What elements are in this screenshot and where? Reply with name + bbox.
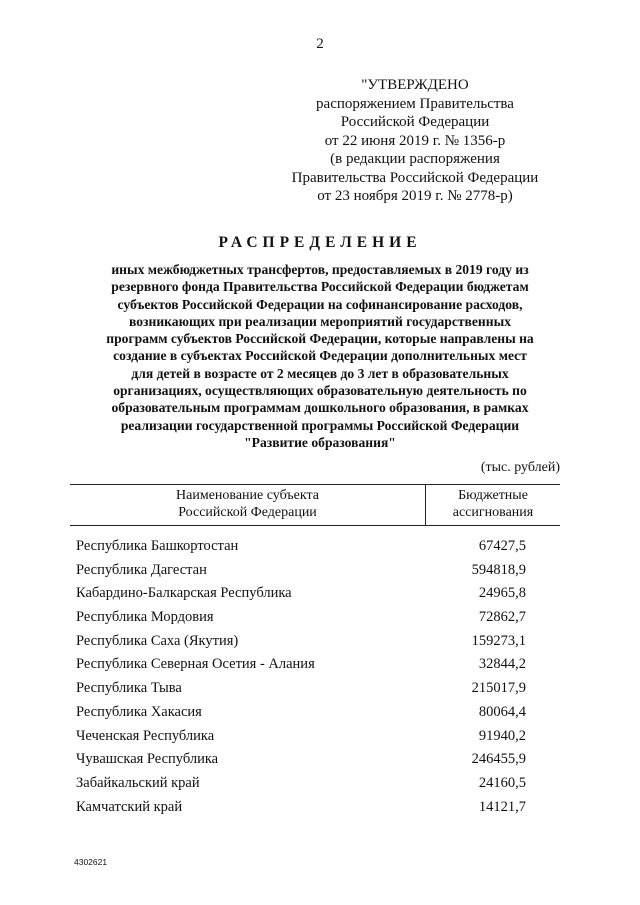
approval-line: от 22 июня 2019 г. № 1356-р — [324, 132, 506, 149]
approval-line: от 23 ноября 2019 г. № 2778-р) — [317, 188, 513, 204]
header-text: Российской Федерации — [178, 505, 317, 520]
header-text: Бюджетные — [458, 488, 528, 503]
table-row — [0, 680, 640, 704]
document-title: РАСПРЕДЕЛЕНИЕ — [218, 234, 422, 251]
table-row — [0, 728, 640, 752]
approval-line: Российской Федерации — [340, 114, 490, 130]
budget-value: 159273,1 — [471, 632, 526, 649]
region-name: Республика Башкортостан — [76, 538, 239, 554]
table-row — [0, 562, 640, 586]
header-text: Наименование субъекта — [176, 488, 319, 503]
table-row — [0, 704, 640, 728]
region-name: Республика Дагестан — [76, 561, 207, 578]
subtitle-line: иных межбюджетных трансфертов, предоставляемых в 2019 году из — [111, 262, 529, 277]
subtitle-line: программ субъектов Российской Федерации, которые направлены на — [106, 331, 534, 347]
budget-value: 24160,5 — [478, 774, 526, 791]
region-name: Республика Хакасия — [76, 703, 202, 720]
subtitle-line: образовательным программам дошкольного образования, в рамках — [111, 400, 529, 416]
budget-value: 80064,4 — [478, 703, 526, 720]
approval-line: "УТВЕРЖДЕНО — [361, 77, 469, 93]
header-text: ассигнования — [452, 505, 534, 520]
region-name: Республика Тыва — [76, 680, 182, 697]
table-row — [0, 585, 640, 609]
header-subject-name — [70, 485, 426, 525]
units-label: (тыс. рублей) — [480, 460, 560, 475]
region-name: Республика Мордовия — [76, 609, 214, 626]
table-row — [0, 799, 640, 823]
subtitle-line: субъектов Российской Федерации на софинансирование расходов, — [117, 296, 523, 312]
subtitle-line: возникающих при реализации мероприятий государственных — [128, 313, 512, 329]
subtitle-line: резервного фонда Правительства Российской Федерации бюджетам — [111, 279, 529, 295]
budget-value: 67427,5 — [478, 538, 526, 554]
table-row — [0, 609, 640, 633]
subtitle-line: реализации государственной программы Российской Федерации — [120, 417, 520, 433]
budget-value: 14121,7 — [478, 798, 526, 815]
approval-line: распоряжением Правительства — [316, 95, 514, 112]
budget-value: 246455,9 — [471, 751, 526, 768]
header-budget — [426, 485, 560, 525]
subtitle-line: создание в субъектах Российской Федерации дополнительных мест — [113, 348, 527, 364]
table-body — [0, 538, 640, 822]
table-header — [70, 484, 560, 526]
approval-line: Правительства Российской Федерации — [291, 169, 539, 186]
budget-value: 91940,2 — [478, 727, 526, 744]
table-row — [0, 656, 640, 680]
subtitle-line: для детей в возрасте от 2 месяцев до 3 лет в образовательных — [131, 365, 509, 381]
table-row — [0, 633, 640, 657]
budget-value: 24965,8 — [478, 585, 526, 602]
budget-value: 72862,7 — [478, 609, 526, 626]
budget-value: 32844,2 — [478, 656, 526, 673]
document-subtitle — [60, 261, 580, 451]
region-name: Забайкальский край — [76, 774, 200, 791]
region-name: Республика Северная Осетия - Алания — [76, 656, 315, 673]
table-row — [0, 751, 640, 775]
approval-line: (в редакции распоряжения — [330, 151, 500, 167]
region-name: Чувашская Республика — [76, 751, 219, 768]
approval-block — [270, 76, 560, 206]
region-name: Республика Саха (Якутия) — [76, 632, 239, 649]
subtitle-line: организациях, осуществляющих образовательную деятельность по — [113, 383, 527, 399]
region-name: Кабардино-Балкарская Республика — [76, 585, 292, 602]
budget-value: 594818,9 — [471, 561, 526, 578]
table-row — [0, 538, 640, 562]
region-name: Чеченская Республика — [76, 727, 215, 744]
region-name: Камчатский край — [76, 798, 183, 815]
page-number: 2 — [316, 36, 324, 52]
subtitle-line: "Развитие образования" — [244, 434, 396, 450]
document-code: 4302621 — [74, 857, 108, 867]
budget-value: 215017,9 — [471, 680, 526, 697]
table-row — [0, 775, 640, 799]
